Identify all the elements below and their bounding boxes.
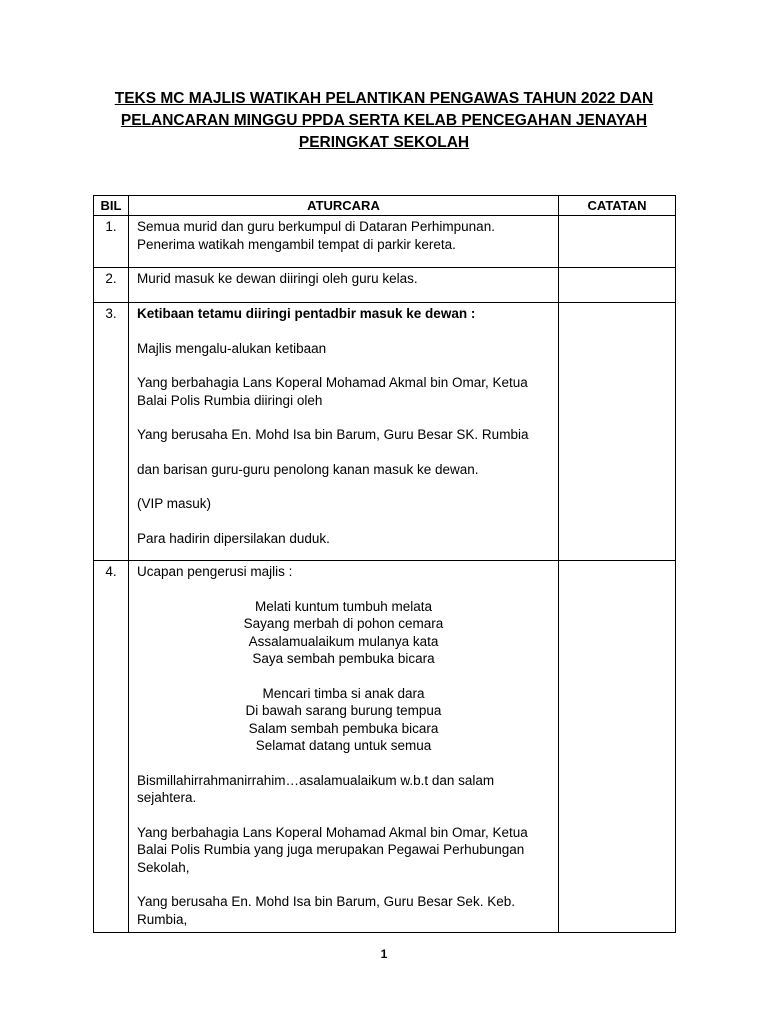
verse-line: Salam sembah pembuka bicara xyxy=(248,720,439,736)
table-row xyxy=(94,303,676,561)
page-number: 1 xyxy=(380,947,388,961)
title-line-3: PERINGKAT SEKOLAH xyxy=(298,134,470,151)
row-aturcara xyxy=(129,268,559,303)
schedule-table xyxy=(93,195,676,933)
row-number: 1. xyxy=(94,216,129,268)
row-heading: Ketibaan tetamu diiringi pentadbir masuk ke dewan : xyxy=(137,306,476,321)
row-paragraph: Bismillahirrahmanirrahim…asalamualaikum w.b.t dan salam sejahtera. xyxy=(137,772,495,805)
row-paragraph: Para hadirin dipersilakan duduk. xyxy=(137,530,330,546)
row-catatan xyxy=(559,216,676,268)
table-row xyxy=(94,216,676,268)
pantun-verse-1 xyxy=(137,598,550,668)
row-paragraph: (VIP masuk) xyxy=(137,496,212,511)
header-aturcara: ATURCARA xyxy=(129,196,559,216)
table-header-row xyxy=(94,196,676,216)
document-title xyxy=(60,88,708,154)
verse-line: Di bawah sarang burung tempua xyxy=(245,703,442,718)
pantun-verse-2 xyxy=(137,685,550,755)
row-paragraph: Yang berusaha En. Mohd Isa bin Barum, Guru Besar Sek. Keb. Rumbia, xyxy=(137,894,515,927)
verse-line: Mencari timba si anak dara xyxy=(262,685,425,701)
row-paragraph: Majlis mengalu-alukan ketibaan xyxy=(137,340,327,356)
table-row xyxy=(94,561,676,933)
verse-line: Assalamualaikum mulanya kata xyxy=(248,633,439,649)
table-row xyxy=(94,268,676,303)
row-number: 4. xyxy=(94,561,129,933)
row-paragraph: Yang berbahagia Lans Koperal Mohamad Akmal bin Omar, Ketua Balai Polis Rumbia yang juga merupakan Pegawai Perhubungan Sekolah, xyxy=(137,824,528,875)
verse-line: Sayang merbah di pohon cemara xyxy=(243,616,444,631)
row-catatan xyxy=(559,561,676,933)
row-text: Murid masuk ke dewan diiringi oleh guru kelas. xyxy=(137,271,418,286)
row-aturcara xyxy=(129,216,559,268)
row-aturcara xyxy=(129,303,559,561)
row-catatan xyxy=(559,268,676,303)
title-line-1: TEKS MC MAJLIS WATIKAH PELANTIKAN PENGAWAS TAHUN 2022 DAN xyxy=(114,90,654,107)
row-number: 2. xyxy=(94,268,129,303)
title-line-2: PELANCARAN MINGGU PPDA SERTA KELAB PENCEGAHAN JENAYAH xyxy=(120,112,648,129)
header-bil: BIL xyxy=(94,196,129,216)
row-paragraph: Yang berbahagia Lans Koperal Mohamad Akmal bin Omar, Ketua Balai Polis Rumbia diiringi oleh xyxy=(137,375,528,408)
row-aturcara xyxy=(129,561,559,933)
row-number: 3. xyxy=(94,303,129,561)
header-catatan: CATATAN xyxy=(559,196,676,216)
verse-line: Saya sembah pembuka bicara xyxy=(252,651,435,666)
row-catatan xyxy=(559,303,676,561)
row-paragraph: dan barisan guru-guru penolong kanan masuk ke dewan. xyxy=(137,461,479,477)
row-text-line: Penerima watikah mengambil tempat di parkir kereta. xyxy=(137,236,456,252)
row-paragraph: Yang berusaha En. Mohd Isa bin Barum, Guru Besar SK. Rumbia xyxy=(137,427,529,442)
verse-line: Melati kuntum tumbuh melata xyxy=(254,598,433,614)
verse-line: Selamat datang untuk semua xyxy=(255,738,432,753)
row-intro: Ucapan pengerusi majlis : xyxy=(137,564,293,579)
row-text-line: Semua murid dan guru berkumpul di Dataran Perhimpunan. xyxy=(137,219,495,234)
